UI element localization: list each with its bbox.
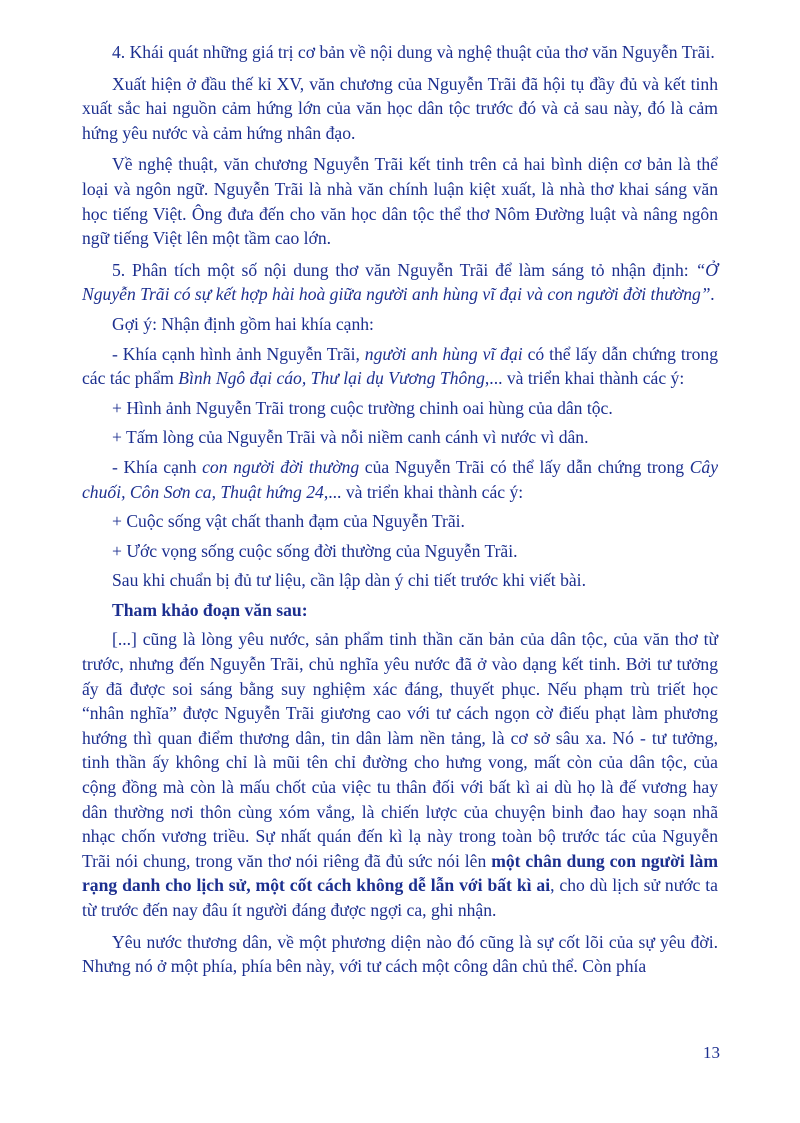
- aspect-everyday-intro: - Khía cạnh: [112, 456, 203, 477]
- aspect-everyday-end: ,... và triển khai thành các ý:: [323, 481, 524, 502]
- bullet-everyday-life: + Cuộc sống vật chất thanh đạm của Nguyễn Trãi.: [112, 511, 465, 532]
- paragraph-artistry: Về nghệ thuật, văn chương Nguyễn Trãi kết tinh trên cả hai bình diện cơ bản là thể loại và ngôn ngữ. Nguyễn Trãi là nhà văn chính luận kiệt xuất, là nhà thơ khai sáng văn học tiếng Việt. Ông đưa đến cho văn học dân tộc thể thơ Nôm Đường luật và nâng ngôn ngữ tiếng Việt lên một tầm cao lớn.: [82, 154, 718, 249]
- aspect-hero-middle: có thể lấy dẫn chứng trong các tác phẩm: [82, 343, 718, 389]
- aspect-everyday-middle: của Nguyễn Trãi có thể lấy dẫn chứng trong: [359, 456, 690, 477]
- aspect-hero-end: ,... và triển khai thành các ý:: [484, 368, 685, 389]
- section-5-quote: “Ở Nguyễn Trãi có sự kết hợp hài hoà giữa người anh hùng vĩ đại và con người đời thường”.: [82, 259, 718, 305]
- reference-1-end: , cho dù lịch sử nước ta từ trước đến nay đâu ít người đáng được ngợi ca, ghi nhận.: [82, 875, 718, 920]
- page-number: 13: [703, 1043, 720, 1062]
- bullet-hero-image: + Hình ảnh Nguyễn Trãi trong cuộc trường chinh oai hùng của dân tộc.: [112, 397, 613, 418]
- reference-paragraph-2: Yêu nước thương dân, về một phương diện nào đó cũng là sự cốt lõi của sự yêu đời. Nhưng nó ở một phía, phía bên này, với tư cách một công dân chủ thể. Còn phía: [82, 931, 718, 977]
- aspect-everyday-emphasis: con người đời thường: [202, 456, 360, 477]
- section-5-heading: [82, 258, 718, 307]
- aspect-hero-intro: - Khía cạnh hình ảnh Nguyễn Trãi,: [112, 343, 365, 364]
- document-page: [82, 40, 718, 986]
- aspect-hero-emphasis: người anh hùng vĩ đại: [364, 343, 523, 364]
- reference-paragraph-1: [82, 627, 718, 922]
- bullet-hero-heart: + Tấm lòng của Nguyễn Trãi và nỗi niềm canh cánh vì nước vì dân.: [112, 427, 589, 448]
- aspect-hero: [82, 342, 718, 391]
- reference-1-emphasis: một chân dung con người làm rạng danh cho lịch sử, một cốt cách không dễ lẫn với bất kì ai: [82, 850, 718, 896]
- aspect-everyday: [82, 455, 718, 504]
- reference-1-body: [...] cũng là lòng yêu nước, sản phẩm tinh thần căn bản của dân tộc, của văn thơ từ trước, nhưng đến Nguyễn Trãi, chủ nghĩa yêu nước đã ở vào dạng kết tinh. Bởi tư tưởng ấy đã được soi sáng bằng suy nghiệm xác đáng, thuyết phục. Nếu phạm trù triết học “nhân nghĩa” được Nguyễn Trãi giương cao với tư cách ngọn cờ điếu phạt làm phương hướng thì quan điểm thương dân, tin dân làm nền tảng, là cơ sở sâu xa. Nó - tư tưởng, tinh thần ấy không chỉ là mũi tên chỉ đường cho hưng vong, mất còn của dân tộc, của cộng đồng mà còn là mấu chốt của việc tu thân đối với bất kì ai dù họ là đế vương hay dân thường nơi thôn cùng xóm vắng, là chiến lược của chuyện binh đao hay soạn nhã nhạc chốn vương triều. Sự nhất quán đến kì lạ này trong toàn bộ trước tác của Nguyễn Trãi nói chung, trong văn thơ nói riêng đã đủ sức nói lên: [82, 629, 718, 871]
- section-5-lead: 5. Phân tích một số nội dung thơ văn Nguyễn Trãi để làm sáng tỏ nhận định:: [112, 259, 689, 280]
- reference-heading: Tham khảo đoạn văn sau:: [112, 599, 308, 620]
- hint-line: Gợi ý: Nhận định gồm hai khía cạnh:: [112, 313, 374, 334]
- aspect-hero-works: Bình Ngô đại cáo, Thư lại dụ Vương Thông: [178, 368, 485, 389]
- section-4-heading: 4. Khái quát những giá trị cơ bản về nội dung và nghệ thuật của thơ văn Nguyễn Trãi.: [112, 42, 715, 62]
- paragraph-content-themes: Xuất hiện ở đầu thế kỉ XV, văn chương của Nguyễn Trãi đã hội tụ đầy đủ và kết tinh xuất sắc hai nguồn cảm hứng lớn của văn học dân tộc trước đó và cả sau này, đó là cảm hứng yêu nước và cảm hứng nhân đạo.: [82, 73, 718, 143]
- preparation-note: Sau khi chuẩn bị đủ tư liệu, cần lập dàn ý chi tiết trước khi viết bài.: [112, 570, 586, 591]
- aspect-everyday-works: Cây chuối, Côn Sơn ca, Thuật hứng 24: [82, 456, 719, 502]
- bullet-everyday-wish: + Ước vọng sống cuộc sống đời thường của Nguyễn Trãi.: [112, 540, 518, 561]
